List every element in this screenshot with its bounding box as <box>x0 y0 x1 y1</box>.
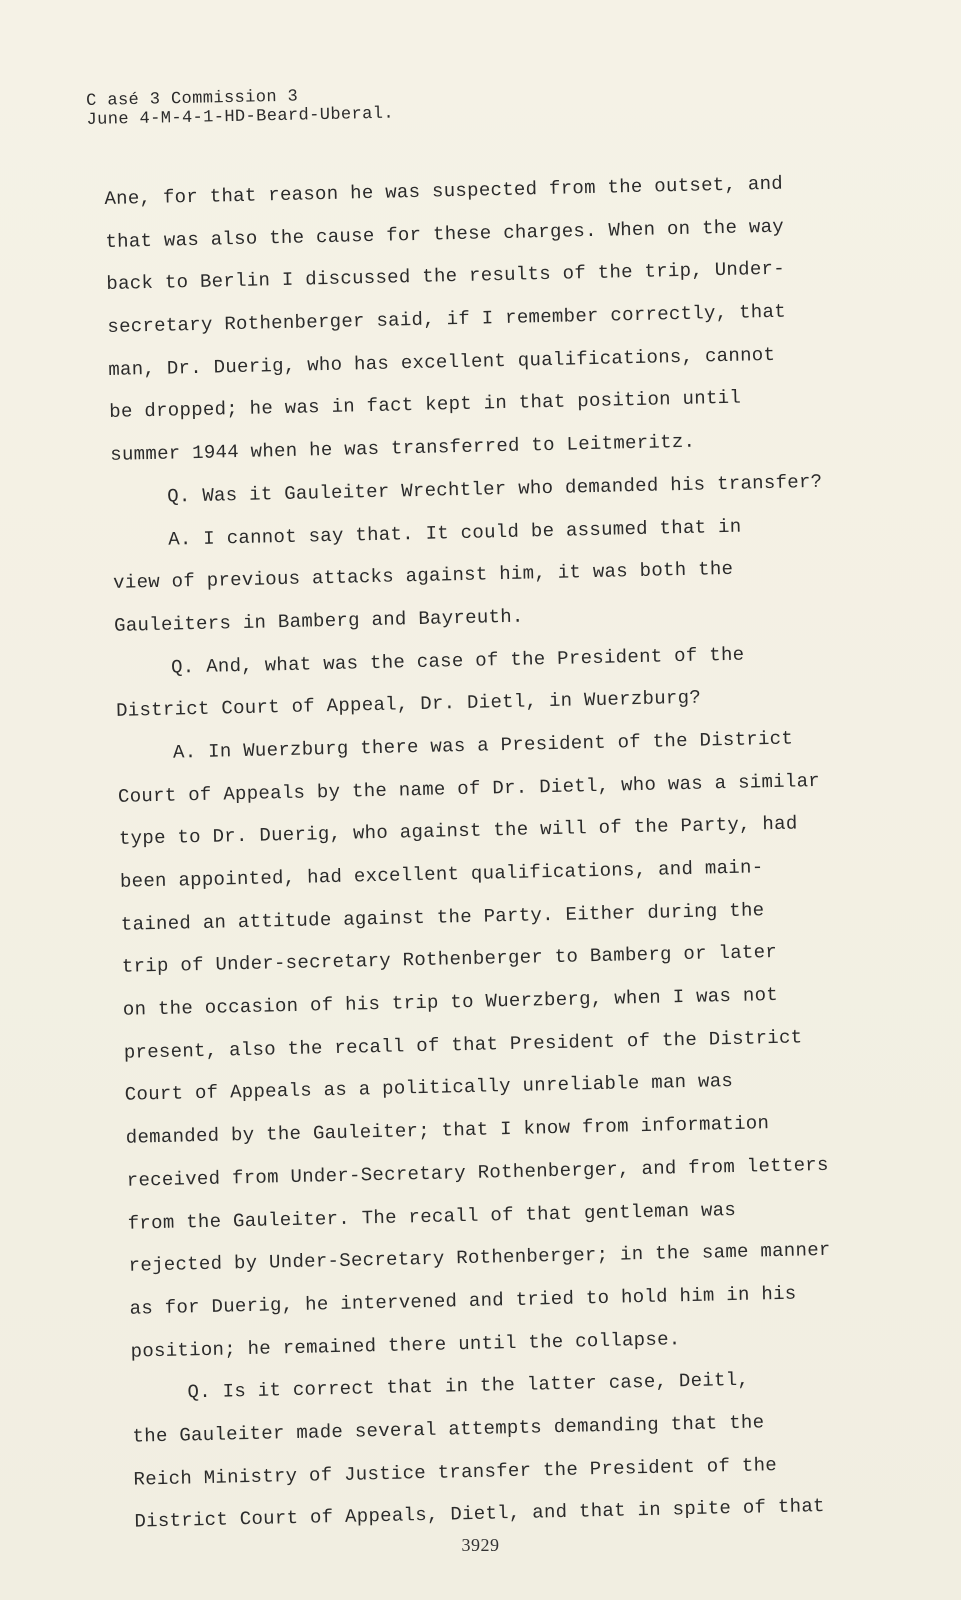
transcript-line: A. I cannot say that. It could be assumed that in <box>167 515 742 551</box>
transcript-line: District Court of Appeal, Dr. Dietl, in Wuerzburg? <box>115 686 702 723</box>
transcript-line: Gauleiters in Bamberg and Bayreuth. <box>113 605 524 637</box>
transcript-line: Court of Appeals as a politically unreliable man was <box>124 1070 734 1107</box>
transcript-line: demanded by the Gauleiter; that I know from information <box>125 1112 770 1149</box>
transcript-line: summer 1944 when he was transferred to Leitmeritz. <box>110 430 696 467</box>
transcript-line: Court of Appeals by the name of Dr. Dietl, who was a similar <box>117 769 821 808</box>
transcript-line: Q. And, what was the case of the President of the <box>170 643 745 679</box>
transcript-line: District Court of Appeals, Dietl, and that in spite of that <box>134 1495 825 1533</box>
transcript-body <box>104 161 895 1544</box>
transcript-line: on the occasion of his trip to Wuerzberg, when I was not <box>122 983 779 1021</box>
transcript-line: from the Gauleiter. The recall of that gentleman was <box>127 1198 737 1235</box>
transcript-line: Q. Is it correct that in the latter case, Deitl, <box>187 1368 750 1404</box>
header-session-line: June 4-M-4-1-HD-Beard-Uberal. <box>86 104 395 130</box>
transcript-line: Reich Ministry of Justice transfer the President of the <box>133 1453 778 1491</box>
transcript-line: view of previous attacks against him, it was both the <box>112 558 734 595</box>
transcript-line: as for Duerig, he intervened and tried to hold him in his <box>129 1282 797 1320</box>
transcript-line: the Gauleiter made several attempts demanding that the <box>132 1411 765 1448</box>
transcript-line: be dropped; he was in fact kept in that position until <box>109 387 742 424</box>
transcript-line: present, also the recall of that President of the District <box>123 1026 803 1064</box>
transcript-line: man, Dr. Duerig, who has excellent qualifications, cannot <box>108 343 776 381</box>
transcript-line: Ane, for that reason he was suspected from the outset, and <box>104 172 784 210</box>
header-case-line: C asé 3 Commission 3 <box>86 87 299 111</box>
transcript-line: back to Berlin I discussed the results of the trip, Under- <box>106 257 786 296</box>
transcript-line: secretary Rothenberger said, if I remember correctly, that <box>107 300 787 339</box>
transcript-line: position; he remained there until the collapse. <box>130 1327 681 1363</box>
page-number: 3929 <box>461 1535 500 1555</box>
transcript-line: Q. Was it Gauleiter Wrechtler who demanded his transfer? <box>166 470 823 508</box>
transcript-line: type to Dr. Duerig, who against the will of the Party, had <box>118 812 798 851</box>
transcript-line: rejected by Under-Secretary Rothenberger; in the same manner <box>128 1238 831 1277</box>
transcript-line: tained an attitude against the Party. Either during the <box>120 898 765 936</box>
document-header <box>86 86 394 130</box>
transcript-line: trip of Under-secretary Rothenberger to Bamberg or later <box>121 941 778 979</box>
transcript-line: A. In Wuerzburg there was a President of the District <box>172 727 794 764</box>
transcript-line: received from Under-Secretary Rothenberger, and from letters <box>126 1153 829 1192</box>
transcript-line: that was also the cause for these charges. When on the way <box>105 215 785 253</box>
transcript-line: been appointed, had excellent qualifications, and main- <box>119 856 764 893</box>
